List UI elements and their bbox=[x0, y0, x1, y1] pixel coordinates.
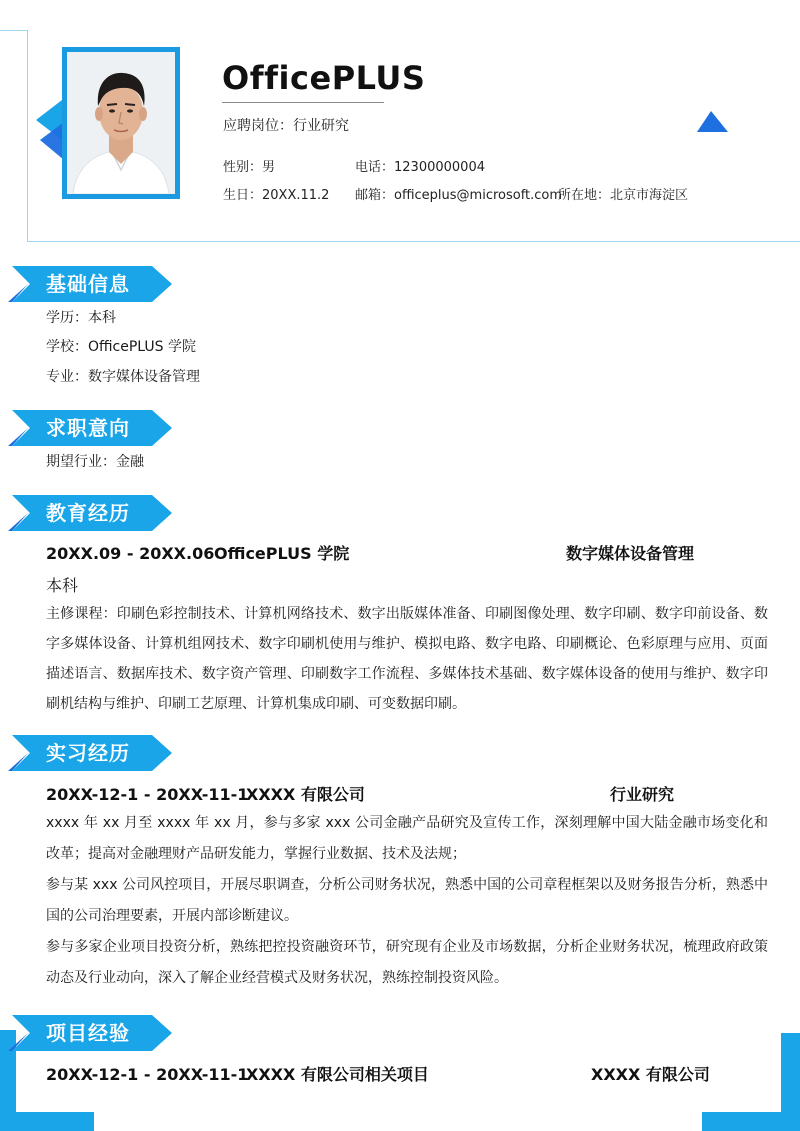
header-frame-left bbox=[27, 30, 28, 242]
name-underline bbox=[222, 102, 384, 103]
candidate-name: OfficePLUS bbox=[222, 59, 426, 97]
expected-industry: 期望行业：金融 bbox=[46, 454, 144, 470]
header-frame-top-left bbox=[0, 30, 28, 31]
section-title: 基础信息 bbox=[46, 272, 130, 296]
email-info: 邮箱：officeplus@microsoft.com bbox=[355, 188, 563, 203]
header-frame-bottom bbox=[27, 241, 800, 242]
gender-info: 性别：男 bbox=[223, 160, 276, 175]
major-name: 专业：数字媒体设备管理 bbox=[46, 369, 200, 385]
internship-detail-3: 参与多家企业项目投资分析，熟练把控投资融资环节，研究现有企业及市场数据，分析企业财务状况，梳理政府政策动态及行业动向，深入了解企业经营模式及财务状况，熟练控制投资风险。 bbox=[46, 939, 768, 986]
bottom-right-accent-horizontal bbox=[702, 1112, 800, 1131]
phone-info: 电话：12300000004 bbox=[355, 160, 485, 175]
school-name: 学校：OfficePLUS 学院 bbox=[46, 339, 196, 355]
education-degree: 本科 bbox=[46, 576, 79, 595]
section-header-intent bbox=[0, 410, 180, 446]
birth-info: 生日：20XX.11.2 bbox=[223, 188, 330, 203]
internship-detail-2: 参与某 xxx 公司风控项目，开展尽职调查，分析公司财务状况，熟悉中国的公司章程框架以及财务报告分析，熟悉中国的公司治理要素，开展内部诊断建议。 bbox=[46, 877, 768, 924]
internship-period: 20XX-12-1 - 20XX-11-1 bbox=[46, 785, 249, 804]
education-major: 数字媒体设备管理 bbox=[566, 544, 695, 563]
project-company: XXXX 有限公司 bbox=[591, 1065, 710, 1084]
education-period: 20XX.09 - 20XX.06 bbox=[46, 544, 215, 563]
section-title: 教育经历 bbox=[46, 501, 130, 525]
section-title: 项目经验 bbox=[46, 1021, 130, 1045]
education-courses: 主修课程：印刷色彩控制技术、计算机网络技术、数字出版媒体准备、印刷图像处理、数字印刷、数字印前设备、数字多媒体设备、计算机组网技术、数字印刷机使用与维护、模拟电路、数字电路、印刷概论、色彩原理与应用、页面描述语言、数据库技术、数字资产管理、印刷数字工作流程、多媒体技术基础、数字媒体设备的使用与维护、数字印刷机结构与维护、印刷工艺原理、计算机集成印刷、可变数据印刷。 bbox=[46, 606, 768, 712]
education-school: OfficePLUS 学院 bbox=[214, 544, 350, 563]
education-level: 学历：本科 bbox=[46, 310, 116, 326]
section-title: 实习经历 bbox=[46, 741, 130, 765]
profile-photo bbox=[67, 52, 175, 194]
section-header-education bbox=[0, 495, 180, 531]
internship-company: XXXX 有限公司 bbox=[246, 785, 365, 804]
location-info: 所在地：北京市海淀区 bbox=[558, 188, 689, 203]
internship-detail-1: xxxx 年 xx 月至 xxxx 年 xx 月，参与多家 xxx 公司金融产品研究及宣传工作，深刻理解中国大陆金融市场变化和改革；提高对金融理财产品研发能力，掌握行业数据、技术及法规； bbox=[46, 815, 768, 862]
project-name: XXXX 有限公司相关项目 bbox=[246, 1065, 429, 1084]
bottom-left-accent-horizontal bbox=[0, 1112, 94, 1131]
section-header-project bbox=[0, 1015, 180, 1051]
internship-role: 行业研究 bbox=[610, 785, 675, 804]
project-period: 20XX-12-1 - 20XX-11-1 bbox=[46, 1065, 249, 1084]
section-header-internship bbox=[0, 735, 180, 771]
section-title: 求职意向 bbox=[46, 416, 130, 440]
profile-photo-frame bbox=[62, 47, 180, 199]
section-header-basic bbox=[0, 266, 180, 302]
header-triangle-decor-right bbox=[697, 111, 729, 133]
applied-position: 应聘岗位：行业研究 bbox=[223, 118, 349, 134]
